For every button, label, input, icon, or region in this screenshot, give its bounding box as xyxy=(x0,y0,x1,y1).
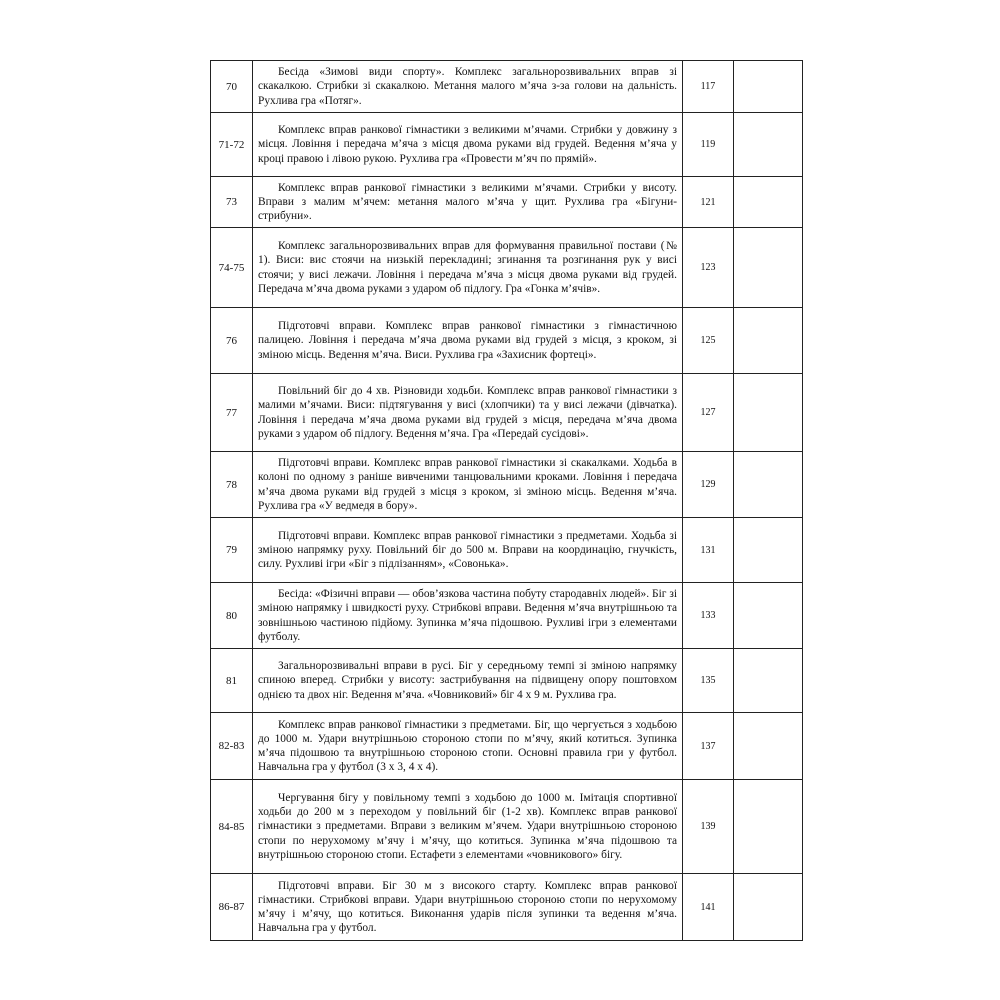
lesson-content-cell xyxy=(253,649,683,713)
lesson-content-cell xyxy=(253,518,683,583)
lesson-number-cell: 73 xyxy=(211,177,253,228)
lesson-content-text: Комплекс вправ ранкової гімнастики з предметами. Біг, що чергується з ходьбою до 1000 м. Удари внутрішньою стороною стопи по м’ячу, який котиться. Зупинка м’яча підошвою та внутрішньою стороною стопи. Основні правила гри у футбол. Навчальна гра у футбол (3 х 3, 4 х 4). xyxy=(258,718,677,774)
lesson-number-cell: 74-75 xyxy=(211,228,253,308)
table-row xyxy=(211,780,803,874)
page-number-cell: 141 xyxy=(683,874,734,941)
lesson-number-cell: 80 xyxy=(211,583,253,649)
lesson-number-cell: 78 xyxy=(211,452,253,518)
lesson-content-text: Повільний біг до 4 хв. Різновиди ходьби. Комплекс вправ ранкової гімнастики з малими м’ячами. Виси: підтягування у висі (хлопчики) та у висі лежачи (дівчатка). Ловіння і передача м’яча двома руками від грудей з місця, передача м’яча двома руками з ударом об підлогу. Ведення м’яча. Гра «Передай сусідові». xyxy=(258,385,677,440)
notes-cell xyxy=(734,228,803,308)
lesson-content-text: Комплекс вправ ранкової гімнастики з великими м’ячами. Стрибки у довжину з місця. Ловіння і передача м’яча з місця двома руками від грудей. Ведення м’яча у кроці правою і лівою рукою. Рухлива гра «Провести м’яч по прямій». xyxy=(258,124,677,165)
lesson-content-cell xyxy=(253,228,683,308)
page-number-cell: 131 xyxy=(683,518,734,583)
page-number-cell: 125 xyxy=(683,308,734,374)
lesson-content-text: Бесіда: «Фізичні вправи — обов’язкова частина побуту стародавніх людей». Біг зі зміною напрямку і швидкості руху. Стрибкові вправи. Ведення м’яча внутрішньою та зовнішньою частиною підйому. Зупинка м’яча підошвою. Рухливі ігри з елементами футболу. xyxy=(258,588,677,643)
table-row xyxy=(211,228,803,308)
lesson-content-cell xyxy=(253,113,683,177)
notes-cell xyxy=(734,713,803,780)
page-number-cell: 121 xyxy=(683,177,734,228)
lesson-content-cell xyxy=(253,374,683,452)
lesson-content-cell xyxy=(253,713,683,780)
lesson-number-cell: 82-83 xyxy=(211,713,253,780)
lesson-number-cell: 81 xyxy=(211,649,253,713)
table-row xyxy=(211,113,803,177)
lesson-number-cell: 77 xyxy=(211,374,253,452)
notes-cell xyxy=(734,308,803,374)
table-row xyxy=(211,177,803,228)
lesson-content-text: Комплекс вправ ранкової гімнастики з великими м’ячами. Стрибки у висоту. Вправи з малим м’ячем: метання малого м’яча у щит. Рухлива гра «Бігуни-стрибуни». xyxy=(258,181,677,223)
notes-cell xyxy=(734,177,803,228)
table-row xyxy=(211,713,803,780)
lesson-number-cell: 79 xyxy=(211,518,253,583)
lesson-content-cell xyxy=(253,61,683,113)
table-row xyxy=(211,874,803,941)
table-row xyxy=(211,61,803,113)
page-number-cell: 129 xyxy=(683,452,734,518)
table-row xyxy=(211,583,803,649)
lesson-content-cell xyxy=(253,583,683,649)
lesson-content-cell xyxy=(253,874,683,941)
table-row xyxy=(211,518,803,583)
lesson-content-cell xyxy=(253,780,683,874)
page-number-cell: 123 xyxy=(683,228,734,308)
page-number-cell: 117 xyxy=(683,61,734,113)
lesson-content-text: Комплекс загальнорозвивальних вправ для формування правильної постави (№ 1). Виси: вис стоячи на низькій перекладині; згинання та розгинання рук у висі стоячи; у висі лежачи. Ловіння і передача м’яча з місця двома руками від грудей. Передача м’яча двома руками з ударом об підлогу. Гра «Гонка м’ячів». xyxy=(258,240,677,295)
lesson-content-text: Підготовчі вправи. Комплекс вправ ранкової гімнастики з гімнастичною палицею. Ловіння і передача м’яча двома руками від грудей з місця, з кроком, зі зміною місць. Ведення м’яча. Виси. Рухлива гра «Захисник фортеці». xyxy=(258,320,677,361)
lesson-content-cell xyxy=(253,177,683,228)
notes-cell xyxy=(734,518,803,583)
table-row xyxy=(211,649,803,713)
page-number-cell: 119 xyxy=(683,113,734,177)
page-number-cell: 127 xyxy=(683,374,734,452)
page-number-cell: 137 xyxy=(683,713,734,780)
notes-cell xyxy=(734,780,803,874)
lesson-content-text: Підготовчі вправи. Комплекс вправ ранкової гімнастики з предметами. Ходьба зі зміною напрямку руху. Повільний біг до 500 м. Вправи на координацію, гнучкість, силу. Рухливі ігри «Біг з підлізанням», «Совонька». xyxy=(258,529,677,571)
table-row xyxy=(211,374,803,452)
notes-cell xyxy=(734,452,803,518)
lesson-plan-table-body xyxy=(211,61,803,941)
lesson-plan-table xyxy=(210,60,803,941)
lesson-content-text: Загальнорозвивальні вправи в русі. Біг у середньому темпі зі зміною напрямку спиною вперед. Стрибки у висоту: застрибування на підвищену опору поштовхом однією та двох ніг. Ведення м’яча. «Човниковий» біг 4 х 9 м. Рухлива гра. xyxy=(258,660,677,701)
lesson-number-cell: 70 xyxy=(211,61,253,113)
lesson-content-text: Підготовчі вправи. Біг 30 м з високого старту. Комплекс вправ ранкової гімнастики. Стрибкові вправи. Удари внутрішньою стороною стопи по нерухомому м’ячу і м’ячу, що котиться. Виконання ударів після зупинки та ведення м’яча. Навчальна гра у футбол. xyxy=(258,879,677,935)
page-number-cell: 135 xyxy=(683,649,734,713)
page-number-cell: 133 xyxy=(683,583,734,649)
lesson-content-cell xyxy=(253,308,683,374)
notes-cell xyxy=(734,113,803,177)
notes-cell xyxy=(734,583,803,649)
notes-cell xyxy=(734,874,803,941)
lesson-number-cell: 71-72 xyxy=(211,113,253,177)
lesson-number-cell: 84-85 xyxy=(211,780,253,874)
lesson-content-text: Бесіда «Зимові види спорту». Комплекс загальнорозвивальних вправ зі скакалкою. Стрибки зі скакалкою. Метання малого м’яча з-за голови на дальність. Рухлива гра «Потяг». xyxy=(258,66,677,107)
notes-cell xyxy=(734,649,803,713)
lesson-number-cell: 86-87 xyxy=(211,874,253,941)
lesson-content-text: Підготовчі вправи. Комплекс вправ ранкової гімнастики зі скакалками. Ходьба в колоні по одному з раніше вивченими танцювальними кроками. Ловіння і передача м’яча двома руками від грудей з місця з кроком, зі зміною місць. Ведення м’яча. Рухлива гра «У ведмедя в бору». xyxy=(258,457,677,512)
page-number-cell: 139 xyxy=(683,780,734,874)
lesson-plan-sheet xyxy=(210,60,790,941)
lesson-content-cell xyxy=(253,452,683,518)
notes-cell xyxy=(734,61,803,113)
table-row xyxy=(211,308,803,374)
lesson-number-cell: 76 xyxy=(211,308,253,374)
table-row xyxy=(211,452,803,518)
lesson-content-text: Чергування бігу у повільному темпі з ходьбою до 1000 м. Імітація спортивної ходьби до 200 м з переходом у повільний біг (1-2 хв). Комплекс вправ ранкової гімнастики з предметами. Вправи з великим м’ячем. Удари внутрішньою стороною стопи по нерухомому м’ячу і м’ячу, що котиться. Зупинка м’яча підошвою та внутрішньою стороною стопи. Естафети з елементами «човникового» бігу. xyxy=(258,791,677,861)
notes-cell xyxy=(734,374,803,452)
